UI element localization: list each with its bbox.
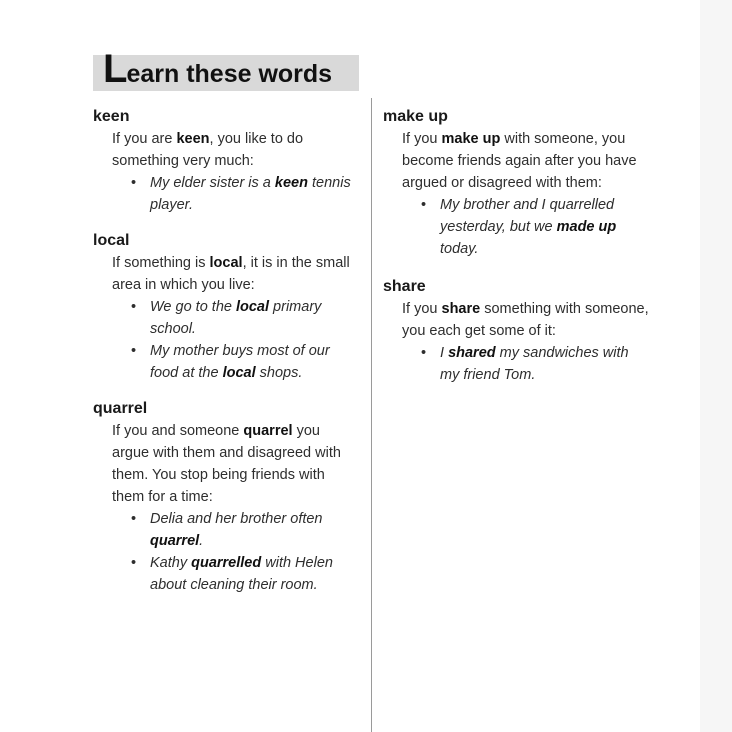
highlighted-word: quarrel [243, 423, 293, 439]
highlighted-word: local [235, 299, 270, 315]
entry-local [93, 230, 359, 384]
example-list [402, 342, 651, 386]
highlighted-word: local [209, 255, 243, 271]
page-edge-shade [700, 0, 732, 732]
bullet-icon: • [131, 343, 137, 359]
bullet-icon: • [131, 299, 137, 315]
bullet-icon: • [131, 511, 137, 527]
column-divider [371, 98, 372, 732]
bullet-icon: • [131, 555, 137, 571]
highlighted-word: quarrelled [191, 555, 262, 571]
example-list [112, 508, 359, 596]
highlighted-word: share [441, 301, 481, 317]
definition: If you make up with someone, you become friends again after you have argued or disagreed with them: [402, 131, 637, 191]
headword: quarrel [93, 400, 148, 417]
page-title [103, 47, 332, 93]
highlighted-word: local [222, 365, 256, 381]
left-column [93, 104, 359, 596]
entry-share [383, 276, 651, 386]
example-sentence: • My elder sister is a keen tennis player. [112, 172, 359, 216]
example-sentence: • I shared my sandwiches with my friend Tom. [402, 342, 651, 386]
headword: local [93, 232, 130, 249]
highlighted-word: made up [556, 219, 617, 235]
highlighted-word: quarrel [150, 533, 200, 549]
example-sentence: • Kathy quarrelled with Helen about cleaning their room. [112, 552, 359, 596]
definition: If you and someone quarrel you argue with them and disagreed with them. You stop being friends with them for a time: [112, 423, 341, 505]
definition: If you share something with someone, you each get some of it: [402, 301, 649, 339]
entry-quarrel [93, 398, 359, 596]
right-column [383, 104, 651, 386]
headword: keen [93, 108, 130, 125]
entry-make-up [383, 106, 651, 260]
title-rest: earn these words [126, 60, 333, 88]
example-sentence: • We go to the local primary school. [112, 296, 359, 340]
example-sentence: • Delia and her brother often quarrel. [112, 508, 359, 552]
entry-keen [93, 106, 359, 216]
definition: If something is local, it is in the small area in which you live: [112, 255, 350, 293]
definition: If you are keen, you like to do something very much: [112, 131, 304, 169]
title-initial: L [103, 47, 127, 91]
example-sentence: • My brother and I quarrelled yesterday, but we made up today. [402, 194, 651, 260]
example-list [112, 296, 359, 384]
headword: make up [383, 108, 448, 125]
highlighted-word: make up [441, 131, 501, 147]
highlighted-word: keen [274, 175, 308, 191]
highlighted-word: keen [176, 131, 210, 147]
example-sentence: • My mother buys most of our food at the local shops. [112, 340, 359, 384]
bullet-icon: • [131, 175, 137, 191]
highlighted-word: shared [448, 345, 496, 361]
example-list [112, 172, 359, 216]
headword: share [383, 278, 426, 295]
bullet-icon: • [421, 345, 427, 361]
example-list [402, 194, 651, 260]
bullet-icon: • [421, 197, 427, 213]
